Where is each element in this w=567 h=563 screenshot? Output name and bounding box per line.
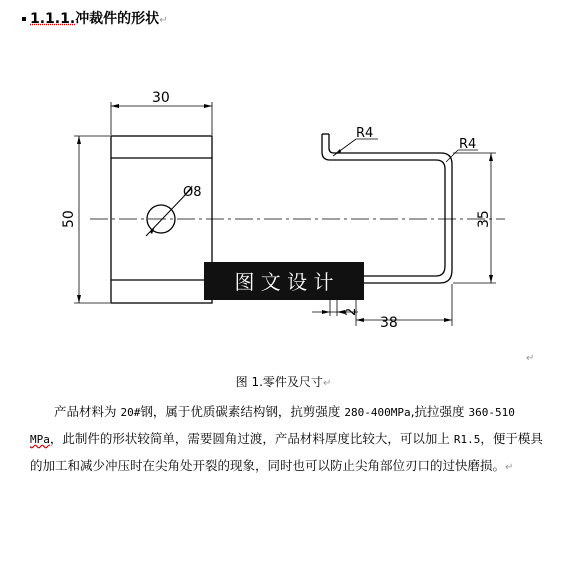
para-text-5: ，便于模具的加工和减少冲压时在尖角处开裂的现象，同时也可以防止尖角部位刃口的过快磨损。 [30, 431, 543, 473]
caption-text: 图 1.零件及尺寸 [235, 375, 323, 389]
profile-inner [329, 134, 452, 283]
para-tensile-unit: MPa [30, 433, 50, 446]
dim-width-label: 30 [152, 90, 170, 106]
hole-arrow [150, 226, 155, 234]
para-tensile-range: 360-510 [468, 406, 515, 419]
dim-r4-right-label: R4 [459, 137, 477, 152]
dim-35-label: 35 [476, 210, 492, 228]
dim-38 [356, 284, 452, 326]
watermark-text: 图 文 设 计 [234, 270, 334, 294]
para-text-2: 钢，属于优质碳素结构钢，抗剪强度 [140, 404, 345, 419]
heading-title: 冲裁件的形状 [75, 11, 160, 27]
dim-width [111, 102, 212, 135]
dim-38-label: 38 [380, 315, 398, 331]
para-radius: R1.5 [453, 433, 481, 446]
para-end-mark: ↵ [505, 462, 514, 473]
paragraph-mark: ↵ [159, 15, 168, 26]
dim-height-label: 50 [61, 210, 77, 228]
para-text-4: ，此制件的形状较简单，需要圆角过渡，产品材料厚度比较大，可以加上 [49, 431, 454, 446]
para-text-3: ,抗拉强度 [410, 404, 469, 419]
para-text-1: 产品材料为 [54, 404, 121, 419]
dim-hole-label: Ø8 [183, 185, 202, 200]
empty-paragraph-mark: ↵ [526, 353, 535, 364]
profile-outer [322, 134, 445, 276]
body-paragraph [30, 399, 550, 481]
dim-height [74, 136, 110, 303]
dim-r4-left-label: R4 [356, 126, 374, 141]
para-shear-strength: 280-400MPa [344, 406, 411, 419]
dim-2-label: 2 [344, 307, 359, 316]
side-profile [322, 134, 452, 283]
para-steel-grade: 20# [120, 406, 141, 419]
heading-number: 1.1.1. [30, 11, 76, 27]
caption-mark: ↵ [322, 378, 332, 389]
figure-caption [0, 373, 567, 390]
